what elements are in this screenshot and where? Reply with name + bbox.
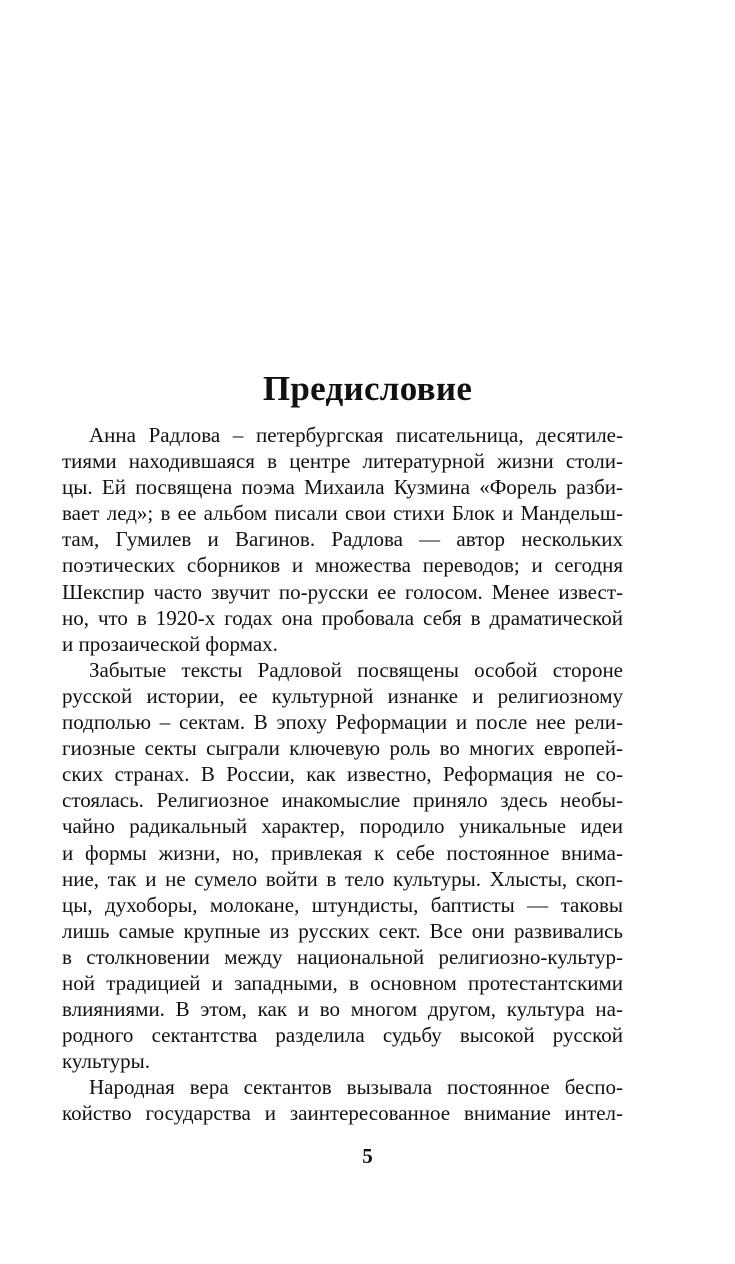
text-line: ние, так и не сумело войти в тело культуры. Хлысты, скоп- [62,866,623,891]
text-line: цы. Ей посвящена поэма Михаила Кузмина «Форель разби- [62,475,623,500]
text-line: Народная вера сектантов вызывала постоянное беспо- [89,1075,623,1100]
paragraph [62,657,623,1075]
text-line: культуры. [62,1049,150,1074]
text-line: чайно радикальный характер, породило уникальные идеи [62,814,623,839]
text-line: русской истории, ее культурной изнанке и религиозному [62,683,623,708]
text-line: Шекспир часто звучит по-русски ее голосом. Менее извест- [62,579,623,604]
text-line: поэтических сборников и множества переводов; и сегодня [62,553,623,578]
page-number: 5 [362,1144,373,1168]
text-line: тиями находившаяся в центре литературной жизни столи- [62,449,623,474]
text-line: ских странах. В России, как известно, Реформация не со- [62,762,623,787]
text-line: лишь самые крупные из русских сект. Все они развивались [62,918,623,943]
text-line: подполью – сектам. В эпоху Реформации и после нее рели- [62,710,623,735]
body-text [62,422,623,1127]
text-line: цы, духоборы, молокане, штундисты, баптисты — таковы [62,892,623,917]
text-line: койство государства и заинтересованное внимание интел- [62,1101,623,1126]
text-line: вает лед»; в ее альбом писали свои стихи Блок и Мандельш- [62,501,623,526]
paragraph [62,422,623,657]
text-line: гиозные секты сыграли ключевую роль во многих европей- [62,736,623,761]
text-line: в столкновении между национальной религиозно-культур- [62,944,623,969]
text-line: и формы жизни, но, привлекая к себе постоянное внима- [62,840,623,865]
text-line: но, что в 1920-х годах она пробовала себя в драматической [62,605,623,630]
text-line: стоялась. Религиозное инакомыслие приняло здесь необы- [62,788,623,813]
text-line: там, Гумилев и Вагинов. Радлова — автор нескольких [62,527,623,552]
text-line: родного сектантства разделила судьбу высокой русской [62,1023,623,1048]
page-title: Предисловие [262,369,473,408]
text-line: влияниями. В этом, как и во многом другом, культура на- [62,997,623,1022]
text-line: ной традицией и западными, в основном протестантскими [62,970,623,995]
paragraph [62,1074,623,1126]
text-line: Анна Радлова – петербургская писательница, десятиле- [89,423,623,447]
text-line: и прозаической формах. [62,631,278,656]
text-line: Забытые тексты Радловой посвящены особой стороне [89,657,623,682]
